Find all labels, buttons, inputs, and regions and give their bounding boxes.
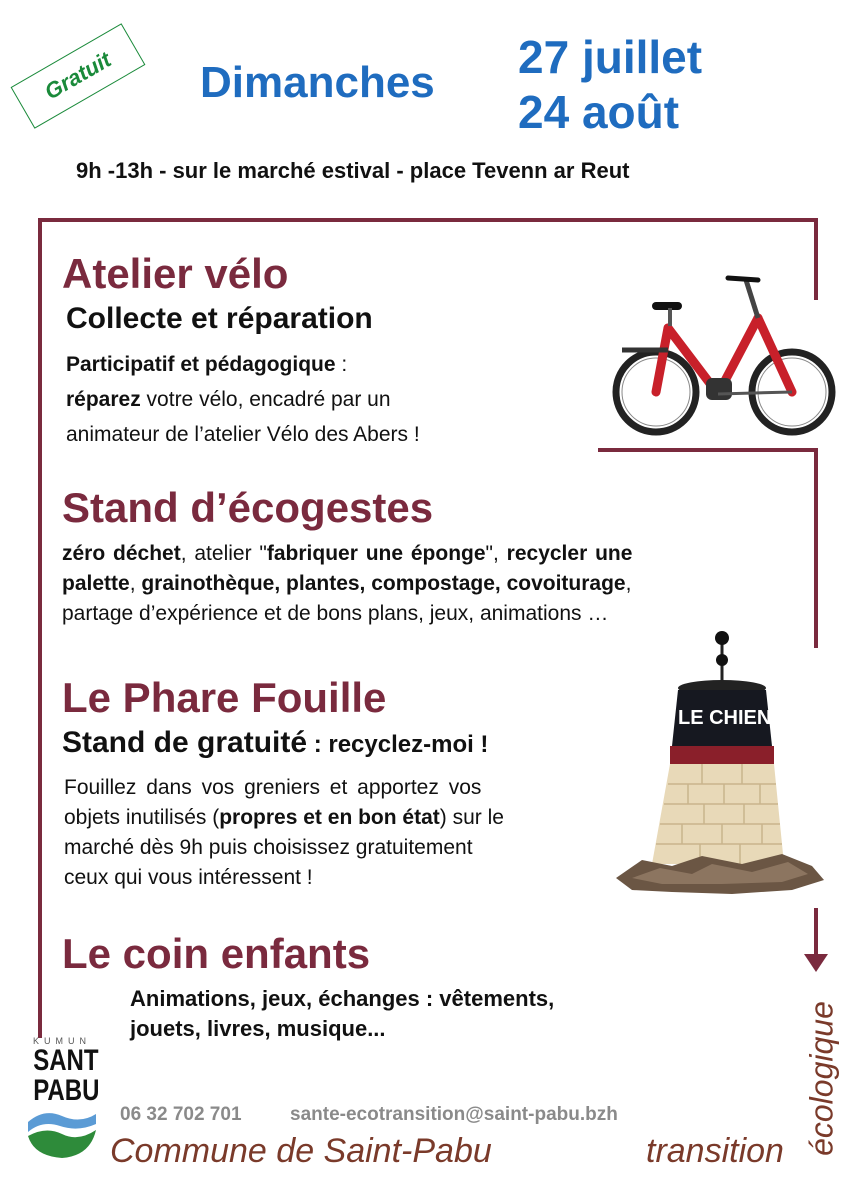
email-address: sante-ecotransition@saint-pabu.bzh [290,1104,618,1125]
phare-line-2-a: objets inutilisés ( [64,806,220,829]
enfants-line-1-rest: vêtements, [433,986,555,1011]
phare-title: Le Phare Fouille [62,674,387,721]
enfants-line-1 [130,984,554,1014]
date-july: 27 juillet [518,31,703,83]
eco-line-2 [62,569,631,599]
dimanches-label: Dimanches [200,58,435,107]
phone-number: 06 32 702 701 [120,1104,242,1125]
ecologique-label: écologique [803,1001,840,1156]
eco-line-2-c: grainothèque, plantes, compostage, covoiturage [141,572,626,595]
eco-line-1-d: ", [485,542,507,565]
phare-line-2-b: propres et en bon état [219,806,440,829]
phare-line-3: marché dès 9h puis choisissez gratuitement [64,836,473,859]
eco-line-1-b: , atelier " [180,542,267,565]
velo-line-1-bold: Participatif et pédagogique [66,353,336,376]
eco-line-1-c: fabriquer une éponge [266,542,486,565]
phare-subtitle-main: Stand de gratuité [62,726,308,759]
phare-subtitle-tail: : recyclez-moi ! [307,731,489,758]
velo-line-3: animateur de l’atelier Vélo des Abers ! [66,423,420,446]
velo-line-2 [66,385,391,415]
phare-line-4: ceux qui vous intéressent ! [64,866,313,889]
frame-top [38,218,818,222]
velo-subtitle: Collecte et réparation [66,302,373,335]
eco-line-1 [62,539,632,569]
eco-line-2-b: , [129,572,142,595]
enfants-line-2: jouets, livres, musique... [130,1016,386,1041]
logo-sant: SANT [33,1044,99,1077]
beacon-sign-text: LE CHIEN [678,707,772,729]
beacon-image [612,628,826,912]
date-august: 24 août [518,86,680,138]
phare-line-1: Fouillez dans vos greniers et apportez vos [64,776,482,799]
saint-pabu-logo [26,1036,98,1168]
eco-line-3: partage d’expérience et de bons plans, jeux, animations … [62,602,609,625]
logo-waves-icon [26,1106,98,1160]
logo-pabu: PABU [33,1074,100,1107]
arrow-down-icon [802,952,830,974]
frame-right-bottom [814,908,818,958]
bicycle-image [608,266,840,452]
eco-line-2-d: , [625,572,632,595]
gratuit-stamp [11,23,146,129]
eco-line-2-a: palette [62,572,130,595]
velo-line-2-rest: votre vélo, encadré par un [140,388,391,411]
eco-line-1-a: zéro déchet [62,542,181,565]
hours-location: 9h -13h - sur le marché estival - place Tevenn ar Reut [76,158,630,183]
velo-line-1 [66,350,347,380]
frame-right-mid [814,448,818,648]
eco-title: Stand d’écogestes [62,484,434,531]
velo-line-1-rest: : [335,353,348,376]
phare-line-2-c: ) sur le [439,806,504,829]
commune-label: Commune de Saint-Pabu [110,1132,492,1170]
phare-subtitle [62,726,488,760]
frame-left [38,218,42,1038]
phare-line-2 [64,803,504,833]
enfants-line-1-bold: Animations, jeux, échanges : [130,986,434,1011]
transition-label: transition [646,1132,784,1170]
logo-kumun: KUMUN [33,1036,91,1046]
stamp-label: Gratuit [40,46,116,105]
velo-title: Atelier vélo [62,250,289,297]
velo-line-2-bold: réparez [66,388,141,411]
eco-line-1-e: recycler une [506,542,633,565]
enfants-title: Le coin enfants [62,930,371,977]
